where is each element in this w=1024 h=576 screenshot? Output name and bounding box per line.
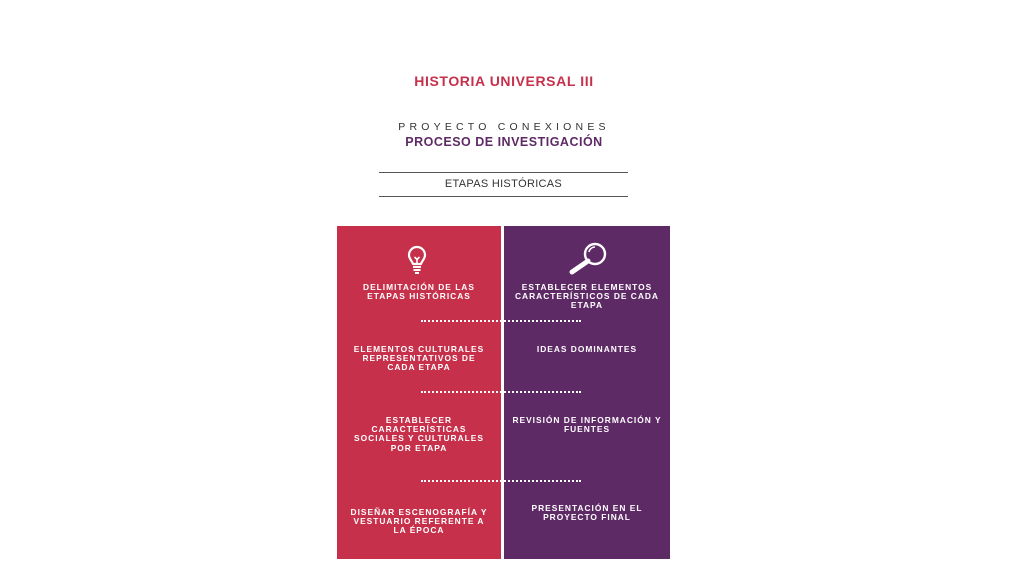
right-step-2: IDEAS DOMINANTES xyxy=(536,344,638,354)
project-name: PROYECTO CONEXIONES xyxy=(398,121,610,133)
left-step-1: DELIMITACIÓN DE LAS ETAPAS HISTÓRICAS xyxy=(363,282,475,302)
page-title: HISTORIA UNIVERSAL III xyxy=(414,73,594,89)
right-step-3: REVISIÓN DE INFORMACIÓN Y FUENTES xyxy=(512,415,662,435)
lightbulb-icon xyxy=(399,240,435,276)
left-step-3: ESTABLECER CARACTERÍSTICAS SOCIALES Y CULTURALES POR ETAPA xyxy=(354,415,484,453)
left-step-2: ELEMENTOS CULTURALES REPRESENTATIVOS DE CADA ETAPA xyxy=(353,344,485,373)
section-top-rule xyxy=(379,172,628,173)
section-bottom-rule xyxy=(379,196,628,197)
magnifier-icon xyxy=(560,240,614,276)
dotted-connector-3 xyxy=(421,480,581,482)
right-step-1: ESTABLECER ELEMENTOS CARACTERÍSTICOS DE CADA ETAPA xyxy=(515,282,659,311)
section-heading: ETAPAS HISTÓRICAS xyxy=(444,178,563,190)
left-step-4: DISEÑAR ESCENOGRAFÍA Y VESTUARIO REFERENTE A LA ÉPOCA xyxy=(350,507,488,536)
dotted-connector-1 xyxy=(421,320,581,322)
dotted-connector-2 xyxy=(421,391,581,393)
right-step-4: PRESENTACIÓN EN EL PROYECTO FINAL xyxy=(531,503,643,523)
page-subtitle: PROCESO DE INVESTIGACIÓN xyxy=(405,135,603,149)
